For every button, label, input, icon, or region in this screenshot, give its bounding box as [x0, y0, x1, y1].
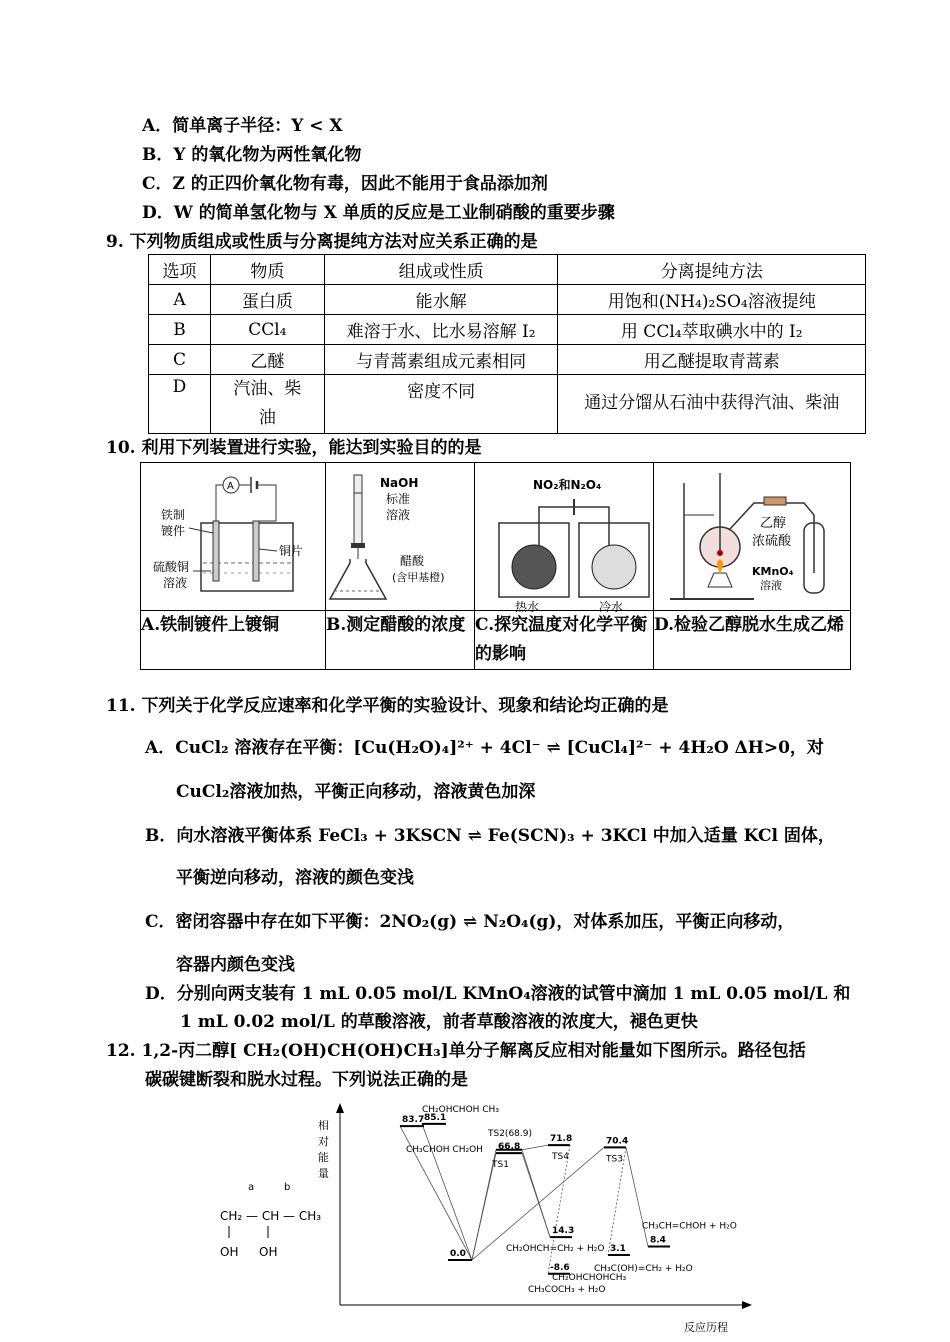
cell: C [149, 345, 211, 375]
q9-table [148, 254, 866, 434]
caption-d: D.检验乙醇脱水生成乙烯 [654, 611, 851, 670]
header-option: 选项 [149, 255, 211, 285]
apparatus-d [654, 463, 851, 611]
light-flask [592, 545, 636, 589]
dark-flask [512, 545, 556, 589]
q8-option-a: A．简单离子半径：Y < X [142, 116, 343, 136]
acid-label: 浓硫酸 [752, 534, 792, 549]
table-header-row [149, 255, 866, 285]
cell: 用饱和(NH₄)₂SO₄溶液提纯 [558, 285, 866, 315]
q11-option-a: A．CuCl₂ 溶液存在平衡：[Cu(H₂O)₄]²⁺ + 4Cl⁻ ⇌ [CuCl₄]²⁻ + 4H₂O ΔH>0，对 [145, 738, 824, 758]
cell: 与青蒿素组成元素相同 [324, 345, 558, 375]
oh-right: OH [259, 1245, 278, 1259]
cell: 汽油、柴油 [210, 375, 324, 434]
cell: 蛋白质 [210, 285, 324, 315]
energy-value-3: 66.8 [498, 1142, 521, 1153]
q8-option-d: D．W 的简单氢化物与 X 单质的反应是工业制硝酸的重要步骤 [142, 203, 615, 223]
apparatus-b [326, 463, 475, 611]
ammeter-label: A [227, 481, 234, 492]
energy-label-10: CH₃CH=CHOH + H₂O [642, 1221, 737, 1232]
q10-stem: 10. 利用下列装置进行实验，能达到实验目的的是 [106, 438, 482, 458]
bond-label-b: b [284, 1182, 291, 1193]
rubber-tube [764, 497, 786, 505]
cuso4-label-2: 溶液 [163, 576, 188, 590]
connector-line [522, 1145, 548, 1150]
apparatus-row [141, 463, 851, 611]
gas-label: NO₂和N₂O₄ [533, 478, 602, 492]
iron-label: 铁制 [161, 508, 186, 522]
sol-label: 溶液 [386, 508, 411, 522]
energy-label-1: CH₃CHOH CH₂OH [406, 1145, 483, 1156]
x-axis-arrow [742, 1301, 752, 1309]
sol-label: 溶液 [760, 579, 782, 592]
q11-option-d-cont: 1 mL 0.02 mol/L 的草酸溶液，前者草酸溶液的浓度大，褪色更快 [180, 1012, 698, 1032]
energy-label-0: CH₂OHCHOHCH₃ [552, 1273, 627, 1283]
caption-row [141, 611, 851, 670]
electroplating-diagram [141, 463, 325, 605]
connector-line [626, 1147, 648, 1246]
y-axis-label-1: 相 [318, 1119, 329, 1132]
y-axis-label-4: 量 [318, 1167, 329, 1180]
q11-stem: 11. 下列关于化学反应速率和化学平衡的实验设计、现象和结论均正确的是 [106, 696, 669, 716]
header-method: 分离提纯方法 [558, 255, 866, 285]
oh-left: OH [220, 1245, 239, 1259]
cell: 通过分馏从石油中获得汽油、柴油 [558, 375, 866, 434]
q11-option-c-cont: 容器内颜色变浅 [176, 955, 295, 975]
copper-electrode [253, 521, 259, 581]
acid-label: 醋酸 [400, 554, 425, 568]
table-row [149, 315, 866, 345]
x-axis-label: 反应历程 [684, 1321, 728, 1334]
energy-value-7: 14.3 [552, 1226, 575, 1237]
energy-label-9: CH₃C(OH)=CH₂ + H₂O [594, 1264, 693, 1275]
apparatus-c [475, 463, 654, 614]
caption-a: A.铁制镀件上镀铜 [141, 611, 326, 670]
cell: A [149, 285, 211, 315]
energy-label-7: CH₂OHCH=CH₂ + H₂O [506, 1244, 605, 1255]
energy-label-6: TS3 [606, 1154, 623, 1165]
energy-value-10: 8.4 [650, 1235, 666, 1246]
y-axis-label-2: 对 [318, 1135, 329, 1148]
q11-option-c: C．密闭容器中存在如下平衡：2NO₂(g) ⇌ N₂O₄(g)，对体系加压，平衡正向移动， [145, 912, 795, 932]
apparatus-a [141, 463, 326, 611]
energy-value-6: 70.4 [606, 1136, 629, 1147]
energy-value-8: -8.6 [550, 1262, 570, 1273]
wire-right [256, 485, 276, 521]
stopcock [351, 543, 365, 548]
q12-stem-cont: 碳碳键断裂和脱水过程。下列说法正确的是 [145, 1070, 468, 1090]
q8-option-b: B．Y 的氧化物为两性氧化物 [142, 145, 362, 165]
connector-line [548, 1145, 570, 1274]
ethanol-label: 乙醇 [760, 516, 787, 531]
titration-diagram [326, 463, 474, 605]
cell: CCl₄ [210, 315, 324, 345]
energy-value-5: 71.8 [550, 1134, 573, 1145]
conical-flask [330, 559, 386, 599]
pointer-line [259, 549, 277, 551]
energy-profile-chart [318, 1095, 758, 1335]
cell: B [149, 315, 211, 345]
energy-label-2: CH₂OHCHOH CH₃ [422, 1104, 499, 1115]
q11-option-a-cont: CuCl₂溶液加热，平衡正向移动，溶液黄色加深 [176, 782, 536, 802]
indicator-label: (含甲基橙) [392, 571, 445, 584]
q8-option-c: C．Z 的正四价氧化物有毒，因此不能用于食品添加剂 [142, 174, 548, 194]
caption-b: B.测定醋酸的浓度 [326, 611, 475, 670]
energy-label-5: TS4 [552, 1152, 569, 1163]
cell: D [149, 375, 211, 434]
y-axis-label-3: 能 [318, 1151, 329, 1164]
cuso4-label: 硫酸铜 [153, 560, 190, 574]
y-axis-arrow [336, 1103, 344, 1113]
energy-label-4: TS2(68.9) [488, 1128, 532, 1139]
cell: 难溶于水、比水易溶解 I₂ [324, 315, 558, 345]
cell: 乙醚 [210, 345, 324, 375]
energy-label-3: TS1 [492, 1160, 509, 1171]
kmno4-label: KMnO₄ [752, 565, 794, 578]
header-substance: 物质 [210, 255, 324, 285]
iron-electrode [213, 521, 219, 581]
std-label: 标准 [386, 492, 411, 506]
q11-option-b: B．向水溶液平衡体系 FeCl₃ + 3KSCN ⇌ Fe(SCN)₃ + 3KCl 中加入适量 KCl 固体， [145, 826, 835, 846]
iron-label-2: 镀件 [161, 524, 186, 538]
q10-table [140, 462, 851, 670]
alcohol-lamp [708, 573, 732, 587]
hot-label: 热水 [515, 600, 540, 614]
bond-label-a: a [248, 1182, 255, 1193]
thermometer-bulb [717, 550, 723, 556]
cold-label: 冷水 [599, 600, 624, 614]
q9-stem: 9. 下列物质组成或性质与分离提纯方法对应关系正确的是 [106, 232, 538, 252]
caption-c: C.探究温度对化学平衡的影响 [475, 611, 654, 670]
energy-value-2: 85.1 [424, 1112, 447, 1123]
energy-value-0: 0.0 [450, 1249, 466, 1259]
table-row [149, 375, 866, 434]
copper-label: 铜片 [279, 544, 304, 558]
q11-option-d: D．分别向两支装有 1 mL 0.05 mol/L KMnO₄溶液的试管中滴加 1 mL 0.05 mol/L 和 [145, 984, 851, 1004]
ethylene-diagram [654, 463, 850, 605]
structure-main: CH₂ — CH — CH₃ [220, 1209, 322, 1223]
burette [354, 475, 362, 545]
naoh-label: NaOH [380, 476, 419, 490]
q12-stem: 12. 1,2-丙二醇[ CH₂(OH)CH(OH)CH₃]单分子解离反应相对能量如下图所示。路径包括 [106, 1041, 806, 1061]
header-property: 组成或性质 [324, 255, 558, 285]
cell: 用乙醚提取青蒿素 [558, 345, 866, 375]
table-row [149, 345, 866, 375]
cell: 密度不同 [324, 375, 558, 434]
connector-line [522, 1150, 550, 1237]
energy-value-1: 83.7 [402, 1115, 425, 1126]
energy-value-9: 3.1 [610, 1244, 626, 1255]
cell: 能水解 [324, 285, 558, 315]
propanediol-structure [214, 1176, 334, 1266]
q11-option-b-cont: 平衡逆向移动，溶液的颜色变浅 [176, 868, 414, 888]
cell: 用 CCl₄萃取碘水中的 I₂ [558, 315, 866, 345]
chart-marks [400, 1105, 737, 1295]
energy-label-8: CH₃COCH₃ + H₂O [528, 1284, 606, 1295]
equilibrium-diagram [475, 463, 653, 614]
table-row [149, 285, 866, 315]
